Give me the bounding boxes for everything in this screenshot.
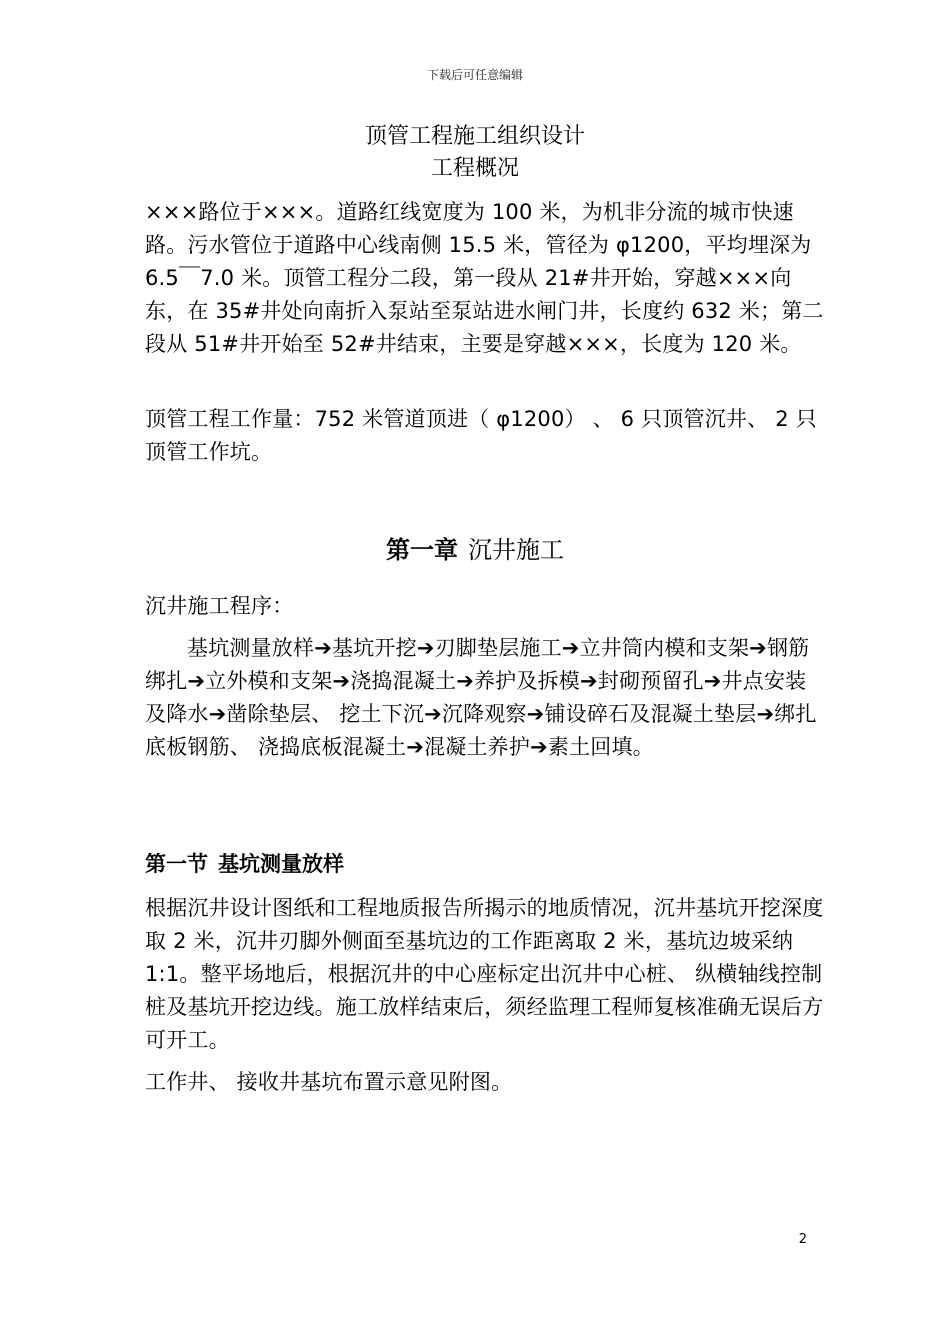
section-title: 基坑测量放样: [218, 852, 344, 876]
chapter-heading: [0, 533, 950, 567]
document-subtitle: 工程概况: [430, 156, 519, 181]
procedure-paragraph: 基坑测量放样➔基坑开挖➔刃脚垫层施工➔立井筒内模和支架➔钢筋绑扎➔立外模和支架➔浇捣混凝土➔养护及拆模➔封砌预留孔➔井点安装及降水➔凿除垫层、 挖土下沉➔沉降观察➔铺设碎石及混凝土垫层➔绑扎底板钢筋、 浇捣底板混凝土➔混凝土养护➔素土回填。: [145, 636, 817, 759]
section-number: 第一节: [145, 852, 208, 876]
document-title: 顶管工程施工组织设计: [364, 124, 585, 149]
procedure-label: 沉井施工程序：: [145, 594, 294, 618]
overview-paragraph: ×××路位于×××。道路红线宽度为 100 米，为机非分流的城市快速路。污水管位于道路中心线南侧 15.5 米，管径为 φ1200，平均埋深为 6.5￣7.0 米。顶管工程分二段，第一段从 21#井开始，穿越×××向东，在 35#井处向南折入泵站至泵站进水闸门井，长度约 632 米；第二段从 51#井开始至 52#井结束，主要是穿越×××，长度为 120 米。: [145, 200, 824, 356]
page-number: 2: [798, 1232, 807, 1247]
chapter-number: 第一章: [386, 536, 458, 564]
workload-paragraph: 顶管工程工作量：752 米管道顶进（ φ1200） 、 6 只顶管沉井、 2 只顶管工作坑。: [145, 407, 817, 464]
header-note: 下载后可任意编辑: [426, 68, 523, 82]
section-heading: [145, 848, 344, 881]
chapter-title: 沉井施工: [468, 536, 564, 564]
section-paragraph: 根据沉井设计图纸和工程地质报告所揭示的地质情况，沉井基坑开挖深度取 2 米，沉井刃脚外侧面至基坑边的工作距离取 2 米，基坑边坡采纳 1:1。整平场地后，根据沉井的中心座标定出沉井中心桩、 纵横轴线控制桩及基坑开挖边线。施工放样结束后，须经监理工程师复核准确无误后方可开工。: [145, 896, 824, 1052]
section-note: 工作井、 接收井基坑布置示意见附图。: [145, 1070, 513, 1094]
